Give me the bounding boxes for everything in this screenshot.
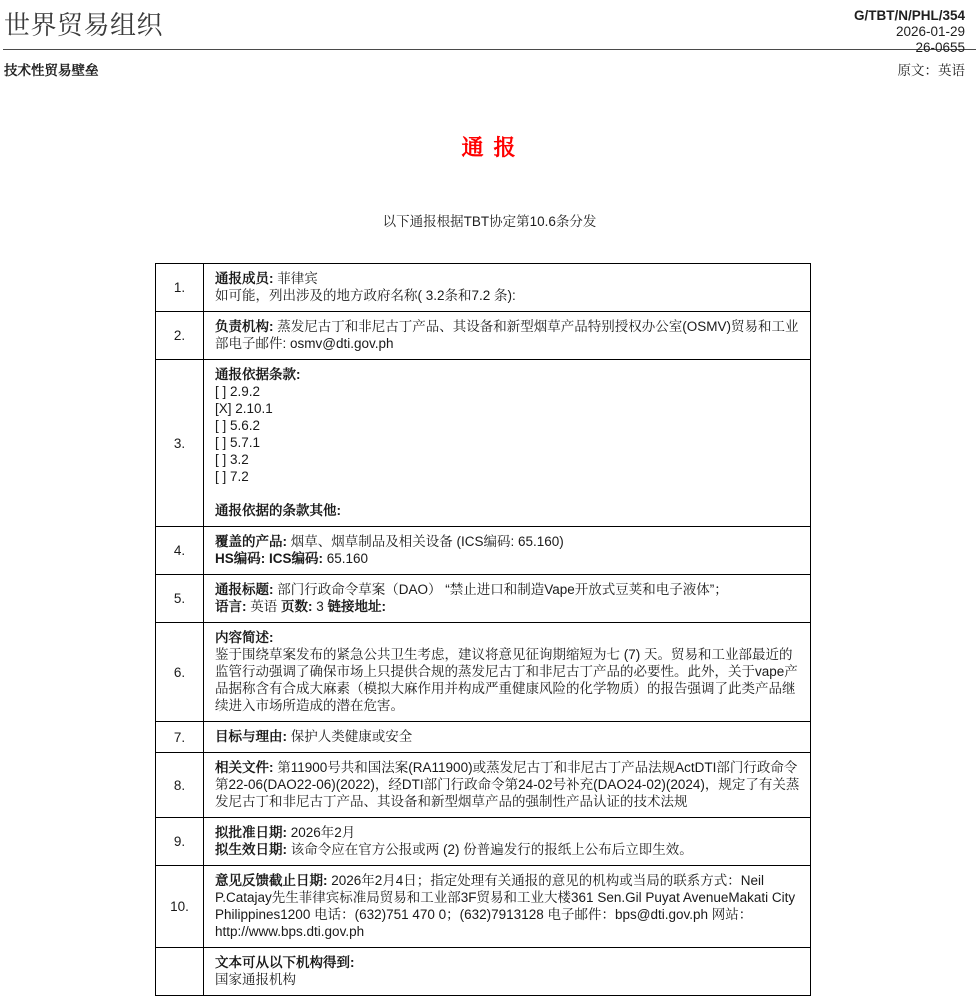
text-line bbox=[215, 270, 801, 287]
original-language: 原文：英语 bbox=[897, 63, 965, 78]
field-value: [X] 2.10.1 bbox=[215, 401, 273, 416]
field-label: 相关文件: bbox=[215, 760, 274, 775]
table-row bbox=[156, 753, 811, 818]
document-header bbox=[0, 0, 979, 55]
field-value: 2026年2月4日；指定处理有关通报的意见的机构或当局的联系方式：Neil P.Catajay先生菲律宾标准局贸易和工业部3F贸易和工业大楼361 Sen.Gil Puyat AvenueMakati City Philippines1200 电话：(632)751 470 0；(632)7913128 电子邮件：bps@dti.gov.ph 网站：http://www.bps.dti.gov.ph bbox=[215, 873, 796, 939]
row-content bbox=[204, 818, 811, 866]
text-line bbox=[215, 728, 801, 745]
notification-table bbox=[155, 263, 811, 996]
table-row bbox=[156, 360, 811, 527]
field-label: 文本可从以下机构得到: bbox=[215, 955, 355, 970]
text-line bbox=[215, 598, 801, 615]
table-row bbox=[156, 264, 811, 312]
doc-date: 2026-01-29 bbox=[895, 24, 965, 39]
field-value: [ ] 5.7.1 bbox=[215, 435, 261, 450]
row-content bbox=[204, 722, 811, 753]
field-value: 国家通报机构 bbox=[215, 972, 296, 987]
field-value: [ ] 5.6.2 bbox=[215, 418, 261, 433]
field-label: 通报成员: bbox=[215, 271, 274, 286]
text-line bbox=[215, 417, 801, 434]
text-line bbox=[215, 287, 801, 304]
row-content bbox=[204, 264, 811, 312]
text-line bbox=[215, 502, 801, 519]
field-value: 3 bbox=[312, 599, 328, 614]
row-number: 4. bbox=[156, 527, 204, 575]
text-line bbox=[215, 468, 801, 485]
distribution-note: 以下通报根据TBT协定第10.6条分发 bbox=[382, 214, 597, 229]
field-value: 英语 bbox=[246, 599, 282, 614]
field-label: 语言: bbox=[215, 599, 247, 614]
field-value: [ ] 2.9.2 bbox=[215, 384, 261, 399]
text-line bbox=[215, 581, 801, 598]
table-row bbox=[156, 312, 811, 360]
text-line bbox=[215, 366, 801, 383]
table-row bbox=[156, 818, 811, 866]
text-line bbox=[215, 485, 801, 502]
row-content bbox=[204, 866, 811, 948]
field-label: 拟生效日期: bbox=[215, 842, 287, 857]
text-line bbox=[215, 383, 801, 400]
field-label: ICS编码: bbox=[269, 551, 324, 566]
field-label: HS编码: bbox=[215, 551, 266, 566]
row-number: 7. bbox=[156, 722, 204, 753]
field-label: 目标与理由: bbox=[215, 729, 287, 744]
row-content bbox=[204, 527, 811, 575]
field-value: 该命令应在官方公报或两 (2) 份普遍发行的报纸上公布后立即生效。 bbox=[287, 842, 693, 857]
field-value: 烟草、烟草制品及相关设备 (ICS编码: 65.160) bbox=[287, 534, 564, 549]
text-line bbox=[215, 318, 801, 352]
field-label: 内容简述: bbox=[215, 630, 274, 645]
text-line bbox=[215, 872, 801, 940]
doc-code: 26-0655 bbox=[915, 40, 965, 55]
row-number: 9. bbox=[156, 818, 204, 866]
row-number: 8. bbox=[156, 753, 204, 818]
text-line bbox=[215, 824, 801, 841]
text-line bbox=[215, 434, 801, 451]
row-content bbox=[204, 753, 811, 818]
text-line bbox=[215, 629, 801, 646]
field-value: 菲律宾 bbox=[273, 271, 318, 286]
row-number: 6. bbox=[156, 623, 204, 722]
committee-label: 技术性贸易壁垒 bbox=[4, 63, 99, 78]
text-line bbox=[215, 550, 801, 567]
row-number: 10. bbox=[156, 866, 204, 948]
table-row bbox=[156, 722, 811, 753]
text-line bbox=[215, 533, 801, 550]
field-label: 页数: bbox=[281, 599, 313, 614]
field-value: 保护人类健康或安全 bbox=[287, 729, 413, 744]
row-number: 3. bbox=[156, 360, 204, 527]
text-line bbox=[215, 759, 801, 810]
field-label: 覆盖的产品: bbox=[215, 534, 287, 549]
field-label: 链接地址: bbox=[327, 599, 387, 614]
field-value: [ ] 7.2 bbox=[215, 469, 249, 484]
table-row bbox=[156, 866, 811, 948]
doc-number: G/TBT/N/PHL/354 bbox=[853, 8, 965, 23]
table-row bbox=[156, 623, 811, 722]
row-content bbox=[204, 623, 811, 722]
row-number: 1. bbox=[156, 264, 204, 312]
text-line bbox=[215, 954, 801, 971]
field-label: 意见反馈截止日期: bbox=[215, 873, 328, 888]
notification-table-body bbox=[156, 264, 811, 996]
text-line bbox=[215, 400, 801, 417]
text-line bbox=[215, 971, 801, 988]
field-label: 通报依据条款: bbox=[215, 367, 301, 382]
field-label: 拟批准日期: bbox=[215, 825, 287, 840]
row-content bbox=[204, 575, 811, 623]
field-label: 通报依据的条款其他: bbox=[215, 503, 341, 518]
table-row bbox=[156, 948, 811, 996]
table-row bbox=[156, 575, 811, 623]
field-label: 负责机构: bbox=[215, 319, 274, 334]
text-line bbox=[215, 451, 801, 468]
org-title: 世界贸易组织 bbox=[4, 10, 164, 40]
field-value: [ ] 3.2 bbox=[215, 452, 249, 467]
field-value: 第11900号共和国法案(RA11900)或蒸发尼古丁和非尼古丁产品法规ActDTI部门行政命令第22-06(DAO22-06)(2022)，经DTI部门行政命令第24-02号补充(DAO24-02)(2024)，规定了有关蒸发尼古丁和非尼古丁产品、其设备和新型烟草产品的强制性产品认证的技术法规 bbox=[215, 760, 800, 809]
text-line bbox=[215, 646, 801, 714]
row-number bbox=[156, 948, 204, 996]
text-line bbox=[215, 841, 801, 858]
row-content bbox=[204, 312, 811, 360]
table-row bbox=[156, 527, 811, 575]
row-content bbox=[204, 948, 811, 996]
field-label: 通报标题: bbox=[215, 582, 274, 597]
field-value: 部门行政命令草案（DAO） “禁止进口和制造Vape开放式豆荚和电子液体”； bbox=[273, 582, 728, 597]
field-value: 65.160 bbox=[323, 551, 369, 566]
row-number: 5. bbox=[156, 575, 204, 623]
subheader bbox=[0, 50, 979, 79]
notification-title: 通 报 bbox=[461, 135, 518, 160]
field-value: 鉴于围绕草案发布的紧急公共卫生考虑，建议将意见征询期缩短为七 (7) 天。贸易和工业部最近的监管行动强调了确保市场上只提供合规的蒸发尼古丁和非尼古丁产品的必要性。此外，关于vape产品据称含有合成大麻素（模拟大麻作用并构成严重健康风险的化学物质）的报告强调了此类产品继续进入市场所造成的潜在危害。 bbox=[215, 647, 798, 713]
field-value: 如可能，列出涉及的地方政府名称( 3.2条和7.2 条): bbox=[215, 288, 516, 303]
row-content bbox=[204, 360, 811, 527]
field-value: 2026年2月 bbox=[287, 825, 356, 840]
row-number: 2. bbox=[156, 312, 204, 360]
doc-meta bbox=[854, 5, 965, 56]
field-value: 蒸发尼古丁和非尼古丁产品、其设备和新型烟草产品特别授权办公室(OSMV)贸易和工业部电子邮件: osmv@dti.gov.ph bbox=[215, 319, 799, 351]
